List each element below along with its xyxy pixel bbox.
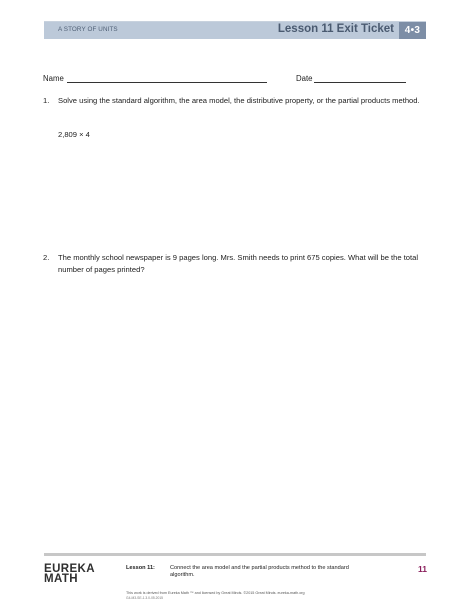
question-1-expression: 2,809 × 4 xyxy=(58,130,90,139)
series-label: A STORY OF UNITS xyxy=(58,26,118,33)
document-code: G4-M3-SE-1.3.0-05.2015 xyxy=(126,596,164,600)
page-number: 11 xyxy=(418,564,427,574)
page-title: Lesson 11 Exit Ticket xyxy=(277,23,394,35)
footer-lesson-description: Connect the area model and the partial products method to the standard algorithm. xyxy=(170,565,349,578)
logo-line-2: MATH xyxy=(44,573,78,585)
question-2-text: The monthly school newspaper is 9 pages long. Mrs. Smith needs to print 675 copies. What will be the total number of pages printed? xyxy=(58,253,419,274)
footer-lesson-label: Lesson 11: xyxy=(126,565,155,571)
question-1-text: Solve using the standard algorithm, the area model, the distributive property, or the partial products method. xyxy=(58,96,420,105)
eureka-math-logo xyxy=(44,564,95,584)
header-bar xyxy=(44,21,426,39)
question-1-number: 1. xyxy=(43,96,50,105)
name-label: Name xyxy=(43,74,64,83)
license-text: This work is derived from Eureka Math ™ and licensed by Great Minds. ©2015 Great Minds. eureka-math.org xyxy=(126,591,305,595)
name-blank[interactable] xyxy=(67,82,267,83)
question-2-number: 2. xyxy=(43,253,50,262)
date-blank[interactable] xyxy=(314,82,406,83)
date-label: Date xyxy=(296,74,313,83)
logo-line-1: EUREKA xyxy=(44,563,95,575)
footer-divider xyxy=(44,553,426,556)
module-badge: 4•3 xyxy=(399,22,426,39)
